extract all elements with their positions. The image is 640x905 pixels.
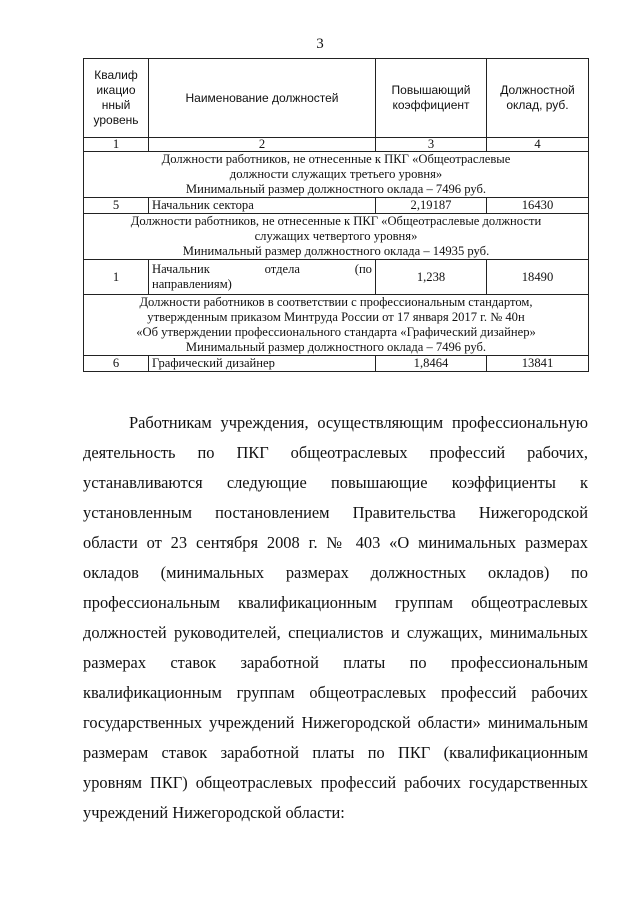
header-salary: Должностной оклад, руб. (487, 59, 589, 138)
cell-position-name: Начальник сектора (149, 198, 376, 214)
cell-salary: 18490 (487, 260, 589, 295)
cell-coefficient: 2,19187 (376, 198, 487, 214)
body-paragraph: Работникам учреждения, осуществляющим профессиональную деятельность по ПКГ общеотраслевых профессий рабочих, устанавливаются следующие повышающие коэффициенты к установленным постановлением Правительства Нижегородской области от 23 сентября 2008 г. № 403 «О минимальных размерах окладов (минимальных размерах должностных окладов) по профессиональным квалификационным группам общеотраслевых должностей руководителей, специалистов и служащих, минимальных размерах ставок заработной платы по профессиональным квалификационным группам общеотраслевых профессий рабочих государственных учреждений Нижегородской области» минимальным размерам ставок заработной платы по ПКГ (квалификационным уровням ПКГ) общеотраслевых профессий рабочих государственных учреждений Нижегородской области: (83, 413, 588, 822)
header-level: Квалиф икацио нный уровень (84, 59, 149, 138)
cell-level: 6 (84, 356, 149, 372)
column-number: 3 (376, 138, 487, 152)
salary-table (83, 58, 589, 372)
position-word: отдела (264, 262, 300, 276)
group-line: Минимальный размер должностного оклада – 7496 руб. (185, 182, 487, 196)
cell-salary: 13841 (487, 356, 589, 372)
column-number-row (84, 138, 589, 152)
page-number: 3 (316, 36, 324, 52)
position-word: (по (354, 262, 372, 276)
cell-coefficient: 1,8464 (376, 356, 487, 372)
cell-salary: 16430 (487, 198, 589, 214)
column-number: 2 (149, 138, 376, 152)
group-heading-fourth-level (84, 214, 589, 260)
cell-position-name: Графический дизайнер (149, 356, 376, 372)
table-row (84, 198, 589, 214)
table-row (84, 356, 589, 372)
header-coefficient: Повышающий коэффициент (376, 59, 487, 138)
group-row (84, 295, 589, 356)
group-line: утвержденным приказом Минтруда России от 17 января 2017 г. № 40н (147, 310, 525, 324)
group-heading-prof-standard (84, 295, 589, 356)
group-heading-third-level (84, 152, 589, 198)
column-number: 4 (487, 138, 589, 152)
cell-position-name (149, 260, 376, 295)
group-line: Должности работников, не отнесенные к ПКГ «Общеотраслевые должности (130, 214, 542, 228)
cell-level: 5 (84, 198, 149, 214)
cell-level: 1 (84, 260, 149, 295)
cell-coefficient: 1,238 (376, 260, 487, 295)
group-line: «Об утверждении профессионального стандарта «Графический дизайнер» (136, 325, 536, 339)
group-line: Минимальный размер должностного оклада – 14935 руб. (182, 244, 490, 258)
group-line: Должности работников в соответствии с профессиональным стандартом, (139, 295, 533, 309)
group-line: должности служащих третьего уровня» (229, 167, 443, 181)
position-name-line: направлениям) (152, 277, 232, 291)
position-word: Начальник (152, 262, 210, 276)
group-line: Минимальный размер должностного оклада – 7496 руб. (185, 340, 487, 354)
position-name-line (152, 262, 372, 277)
group-row (84, 152, 589, 198)
group-line: служащих четвертого уровня» (254, 229, 418, 243)
group-row (84, 214, 589, 260)
column-number: 1 (84, 138, 149, 152)
table-row (84, 260, 589, 295)
header-position-name: Наименование должностей (149, 59, 376, 138)
body-text (83, 408, 588, 828)
group-line: Должности работников, не отнесенные к ПКГ «Общеотраслевые (161, 152, 511, 166)
table-header-row (84, 59, 589, 138)
